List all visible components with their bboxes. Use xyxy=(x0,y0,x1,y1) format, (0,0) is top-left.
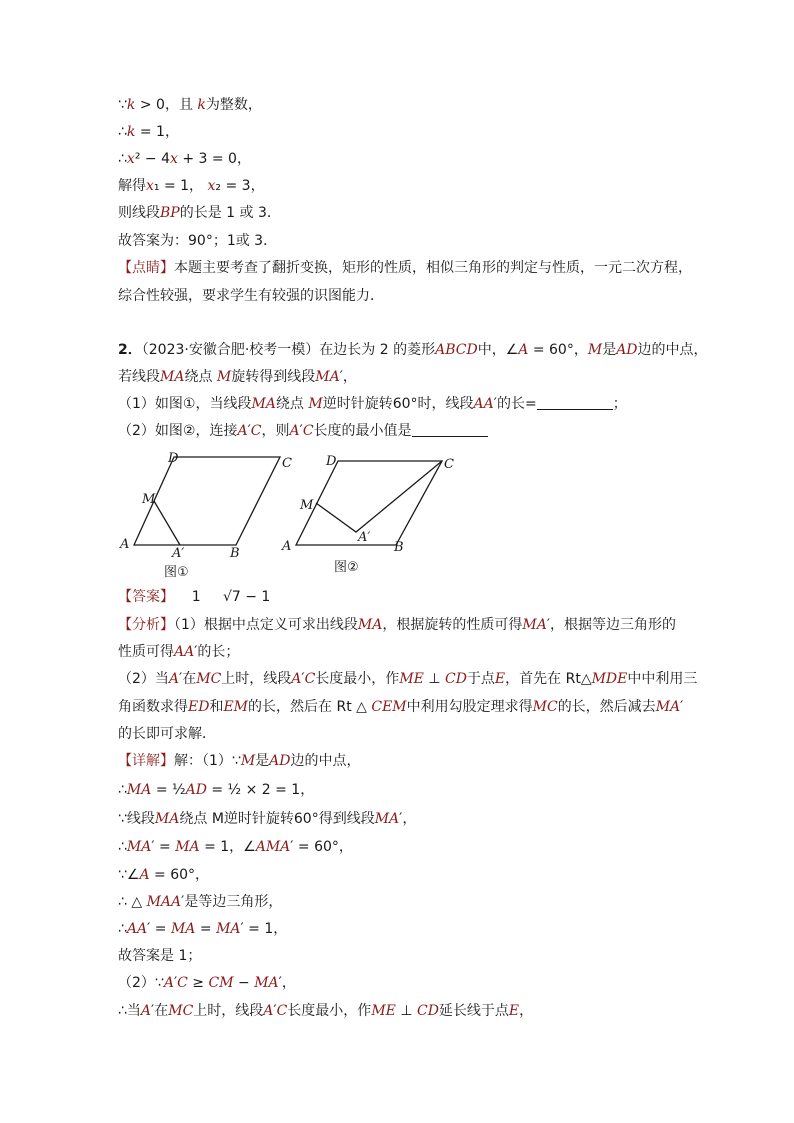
label-D: D xyxy=(168,451,179,466)
segment-MA1 xyxy=(154,501,180,545)
text-line-4: 解得x₁ = 1， x₂ = 3， xyxy=(118,178,265,194)
label-C: C xyxy=(282,456,292,471)
analysis-line-2: 性质可得AA′的长； xyxy=(118,644,240,660)
question-2-sub-2: （2）如图②，连接A′C，则A′C长度的最小值是 xyxy=(118,421,488,441)
label-B: B xyxy=(394,540,404,555)
text-line-2: ∴k = 1， xyxy=(118,124,179,140)
label-A: A xyxy=(282,539,292,554)
detail-line-4: ∴MA′ = MA = 1，∠AMA′ = 60°， xyxy=(118,839,353,855)
dianjing-line-1: 【点睛】本题主要考查了翻折变换，矩形的性质，相似三角形的判定与性质，一元二次方程， xyxy=(118,260,692,276)
analysis-line-4: 角函数求得ED和EM的长，然后在 Rt △ CEM中利用勾股定理求得MC的长，然后减去MA′ xyxy=(118,699,684,715)
text-line-5: 则线段BP的长是 1 或 3． xyxy=(118,205,281,221)
text-line-1: ∵k > 0，且 k为整数， xyxy=(118,97,262,113)
detail-line-8: 故答案是 1； xyxy=(118,948,202,964)
label-C: C xyxy=(444,457,454,472)
figure-1-caption: 图① xyxy=(164,565,189,580)
answer-line: 【答案】 1 √7 − 1 xyxy=(118,589,271,605)
answer-blank-1[interactable] xyxy=(537,395,613,410)
text-line-3: ∴x² − 4x + 3 = 0， xyxy=(118,151,251,167)
label-A-prime: A′ xyxy=(172,546,185,561)
analysis-line-5: 的长即可求解． xyxy=(118,726,216,742)
detail-line-9: （2）∵A′C ≥ CM − MA′， xyxy=(118,975,296,991)
dianjing-line-2: 综合性较强，要求学生有较强的识图能力． xyxy=(118,288,384,304)
label-A-prime: A′ xyxy=(358,530,371,545)
detail-line-3: ∵线段MA绕点 M逆时针旋转60°得到线段MA′， xyxy=(118,811,417,827)
rhombus-1 xyxy=(134,457,280,545)
detail-line-6: ∴ △ MAA′是等边三角形， xyxy=(118,894,283,910)
question-2-line-1: 2．（2023·安徽合肥·校考一模）在边长为 2 的菱形ABCD中，∠A = 60°，M是AD边的中点， xyxy=(118,342,708,358)
figure-2-caption: 图② xyxy=(334,560,359,575)
label-B: B xyxy=(230,546,240,561)
figure-2 xyxy=(280,445,480,580)
detail-line-7: ∴AA′ = MA = MA′ = 1， xyxy=(118,921,288,937)
question-2-line-2: 若线段MA绕点 M旋转得到线段MA′， xyxy=(118,369,357,385)
label-M: M xyxy=(300,498,314,513)
label-D: D xyxy=(326,454,337,469)
detail-line-5: ∵∠A = 60°， xyxy=(118,867,210,883)
text-line-6: 故答案为：90°；1或 3． xyxy=(118,233,278,249)
analysis-line-3: （2）当A′在MC上时，线段A′C长度最小，作ME ⊥ CD于点E，首先在 Rt△MDE中中利用三 xyxy=(118,671,698,687)
detail-line-10: ∴当A′在MC上时，线段A′C长度最小，作ME ⊥ CD延长线于点E， xyxy=(118,1003,534,1019)
analysis-line-1: 【分析】（1）根据中点定义可求出线段MA，根据旋转的性质可得MA′，根据等边三角形的 xyxy=(118,617,677,633)
question-2-sub-1: （1）如图①，当线段MA绕点 M逆时针旋转60°时，线段AA′的长= ； xyxy=(118,396,627,412)
label-A: A xyxy=(120,537,130,552)
answer-blank-2[interactable] xyxy=(412,422,488,437)
detail-line-1: 【详解】解：（1）∵M是AD边的中点， xyxy=(118,753,361,769)
detail-line-2: ∴MA = ½AD = ½ × 2 = 1， xyxy=(118,782,315,798)
label-M: M xyxy=(142,492,156,507)
